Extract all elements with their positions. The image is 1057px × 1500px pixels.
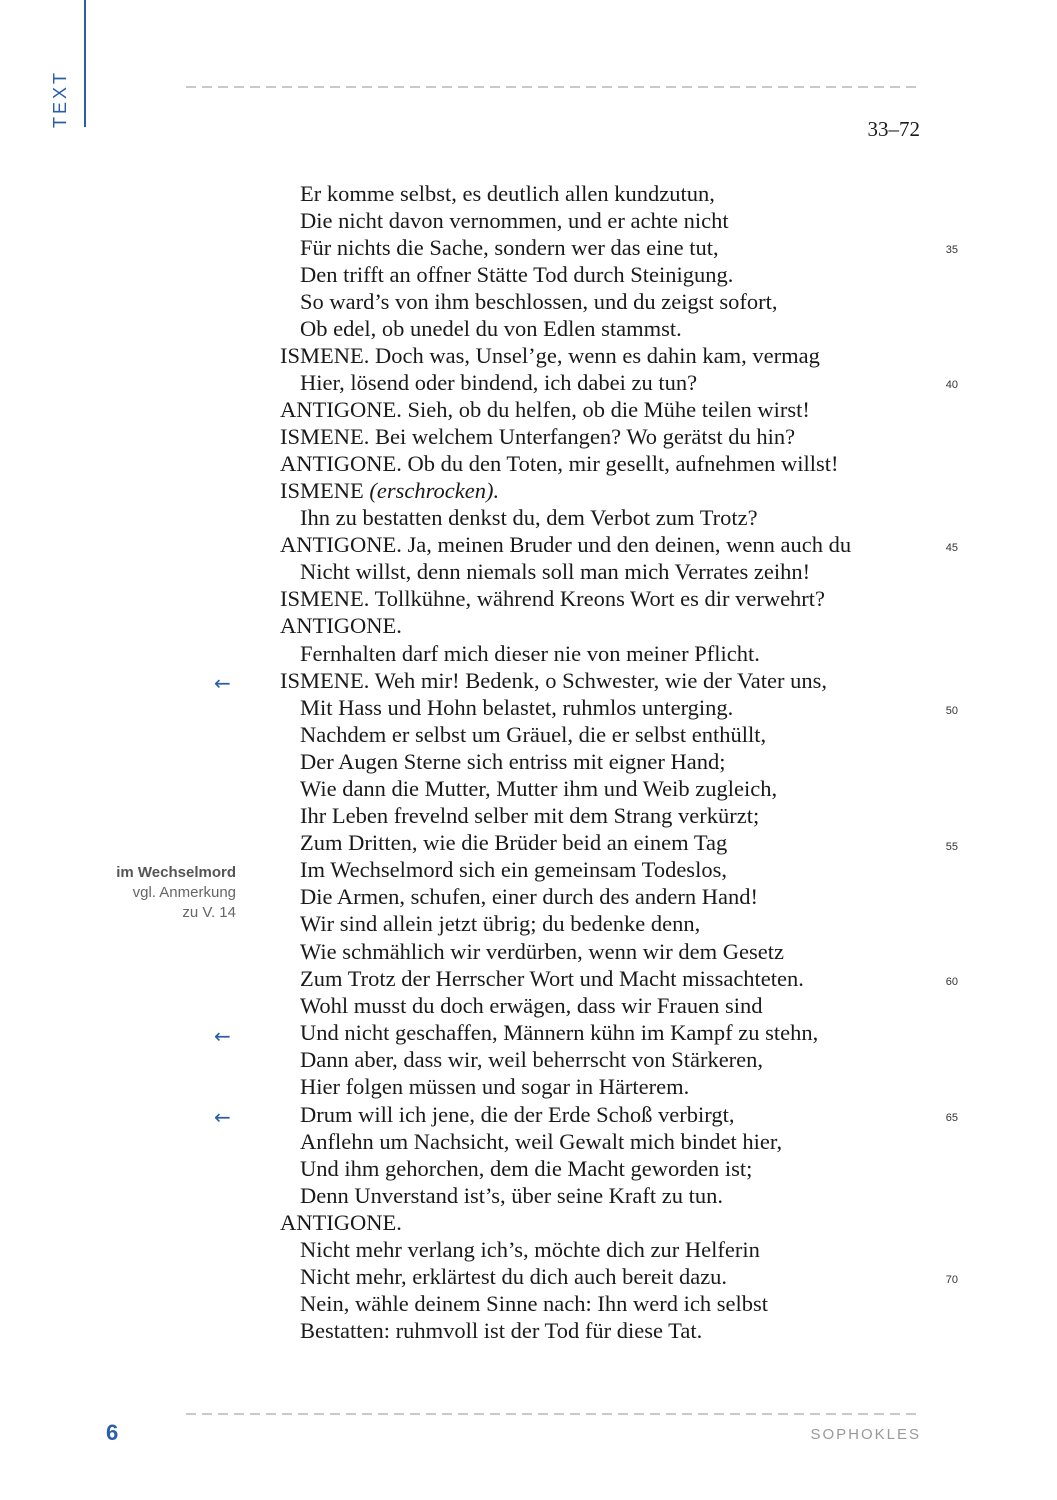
speaker-line: ANTIGONE. [280, 613, 402, 638]
verse-line: Für nichts die Sache, sondern wer das eine tut, [300, 235, 719, 260]
line-range: 33–72 [867, 117, 920, 141]
verse-line: Denn Unverstand ist’s, über seine Kraft zu tun. [300, 1183, 724, 1208]
verse-line: Bestatten: ruhmvoll ist der Tod für diese Tat. [300, 1318, 703, 1343]
verse-line: Hier folgen müssen und sogar in Härterem. [300, 1074, 690, 1099]
running-footer-author: SOPHOKLES [810, 1426, 921, 1443]
speaker-line: ANTIGONE. [280, 1210, 402, 1235]
verse-line: Und nicht geschaffen, Männern kühn im Kampf zu stehn, [300, 1020, 819, 1045]
verse-line: Zum Trotz der Herrscher Wort und Macht missachteten. [300, 966, 804, 991]
verse-line: Er komme selbst, es deutlich allen kundzutun, [300, 181, 715, 206]
verse-line: Wie dann die Mutter, Mutter ihm und Weib zugleich, [300, 776, 778, 801]
speaker-line [280, 477, 499, 504]
left-arrow-icon: ← [214, 671, 231, 695]
speaker-line: ANTIGONE. Sieh, ob du helfen, ob die Mühe teilen wirst! [280, 397, 810, 422]
verse-line: Im Wechselmord sich ein gemeinsam Todeslos, [300, 857, 727, 882]
verse-line: Und ihm gehorchen, dem die Macht geworden ist; [300, 1156, 753, 1181]
line-number: 60 [945, 976, 958, 988]
stage-direction: (erschrocken). [369, 478, 500, 503]
verse-line: Den trifft an offner Stätte Tod durch Steinigung. [300, 262, 734, 287]
speaker-name: ISMENE [280, 478, 370, 503]
verse-line: Die Armen, schufen, einer durch des andern Hand! [300, 884, 758, 909]
speaker-line: ISMENE. Weh mir! Bedenk, o Schwester, wie der Vater uns, [280, 668, 827, 693]
verse-line: Wie schmählich wir verdürben, wenn wir dem Gesetz [300, 939, 784, 964]
margin-gloss [100, 863, 236, 923]
verse-line: Nicht willst, denn niemals soll man mich Verrates zeihn! [300, 559, 811, 584]
bottom-divider [186, 1413, 921, 1415]
verse-line: Wohl musst du doch erwägen, dass wir Frauen sind [300, 993, 763, 1018]
verse-line: Wir sind allein jetzt übrig; du bedenke denn, [300, 911, 701, 936]
speaker-line: ANTIGONE. Ob du den Toten, mir gesellt, aufnehmen willst! [280, 451, 839, 476]
side-accent-bar [84, 0, 86, 127]
speaker-line: ISMENE. Bei welchem Unterfangen? Wo gerätst du hin? [280, 424, 796, 449]
verse-line: Der Augen Sterne sich entriss mit eigner Hand; [300, 749, 726, 774]
left-arrow-icon: ← [214, 1105, 231, 1129]
speaker-line: ISMENE. Doch was, Unsel’ge, wenn es dahin kam, vermag [280, 343, 820, 368]
verse-line: Anflehn um Nachsicht, weil Gewalt mich bindet hier, [300, 1129, 783, 1154]
line-number: 40 [945, 379, 958, 391]
verse-line: Ihr Leben frevelnd selber mit dem Strang verkürzt; [300, 803, 760, 828]
line-number: 55 [945, 841, 958, 853]
verse-line: Hier, lösend oder bindend, ich dabei zu tun? [300, 370, 698, 395]
verse-line: Nicht mehr verlang ich’s, möchte dich zur Helferin [300, 1237, 760, 1262]
verse-line: Nachdem er selbst um Gräuel, die er selbst enthüllt, [300, 722, 767, 747]
verse-line: Nicht mehr, erklärtest du dich auch bereit dazu. [300, 1264, 728, 1289]
gloss-term: im Wechselmord [116, 864, 236, 881]
speaker-line: ISMENE. Tollkühne, während Kreons Wort es dir verwehrt? [280, 586, 826, 611]
verse-line: Ob edel, ob unedel du von Edlen stammst. [300, 316, 682, 341]
line-number: 70 [945, 1274, 958, 1286]
speaker-line: ANTIGONE. Ja, meinen Bruder und den deinen, wenn auch du [280, 532, 852, 557]
verse-line: Ihn zu bestatten denkst du, dem Verbot zum Trotz? [300, 505, 758, 530]
gloss-note: zu V. 14 [182, 904, 236, 921]
left-arrow-icon: ← [214, 1024, 231, 1048]
line-number: 65 [945, 1112, 958, 1124]
verse-line: So ward’s von ihm beschlossen, und du zeigst sofort, [300, 289, 778, 314]
section-label: TEXT [50, 69, 70, 128]
line-number: 45 [945, 542, 958, 554]
verse-line: Fernhalten darf mich dieser nie von meiner Pflicht. [300, 641, 760, 666]
gloss-note: vgl. Anmerkung [132, 884, 236, 901]
verse-line: Dann aber, dass wir, weil beherrscht von Stärkeren, [300, 1047, 764, 1072]
top-divider [186, 86, 921, 88]
line-number: 35 [945, 244, 958, 256]
verse-line: Mit Hass und Hohn belastet, ruhmlos unterging. [300, 695, 734, 720]
page-number: 6 [106, 1420, 119, 1445]
verse-line: Zum Dritten, wie die Brüder beid an einem Tag [300, 830, 728, 855]
verse-line: Die nicht davon vernommen, und er achte nicht [300, 208, 729, 233]
verse-line: Nein, wähle deinem Sinne nach: Ihn werd ich selbst [300, 1291, 768, 1316]
verse-line: Drum will ich jene, die der Erde Schoß verbirgt, [300, 1102, 735, 1127]
line-number: 50 [945, 705, 958, 717]
